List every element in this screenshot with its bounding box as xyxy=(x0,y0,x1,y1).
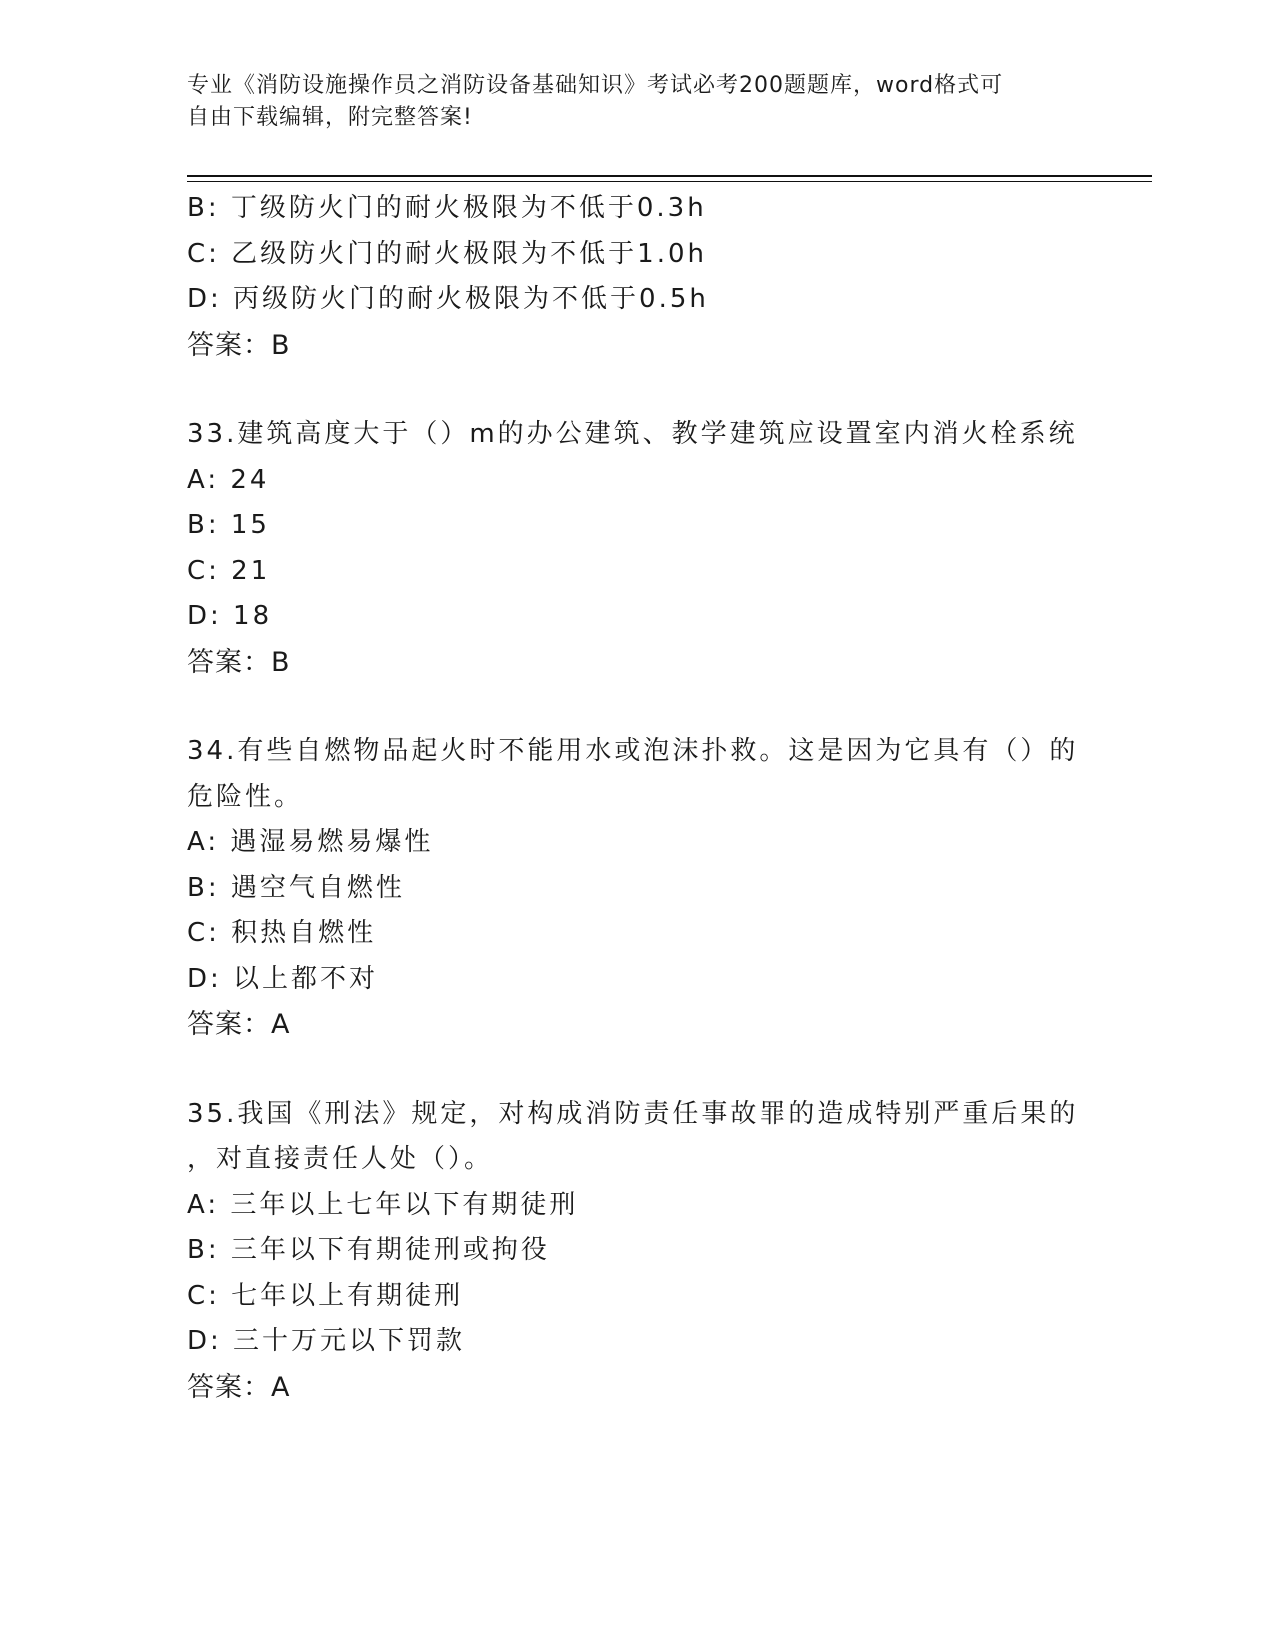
option-a: A: 三年以上七年以下有期徒刑 xyxy=(187,1189,579,1220)
question-text-line-2: 危险性。 xyxy=(187,781,304,812)
header-divider-thick xyxy=(187,175,1152,177)
spacer xyxy=(187,685,1087,729)
question-list xyxy=(187,186,1087,1410)
option-b: B: 遇空气自燃性 xyxy=(187,872,405,903)
option-a: A: 24 xyxy=(187,464,270,495)
question-text: 33.建筑高度大于（）m的办公建筑、教学建筑应设置室内消火栓系统 xyxy=(187,419,1078,449)
option-c: C: 积热自燃性 xyxy=(187,918,377,948)
question-32 xyxy=(187,186,1087,368)
question-text-line-2: ，对直接责任人处（）。 xyxy=(187,1144,494,1174)
option-d: D: 18 xyxy=(187,601,273,631)
option-b: B: 丁级防火门的耐火极限为不低于0.3h xyxy=(187,193,707,223)
option-c: C: 七年以上有期徒刑 xyxy=(187,1280,464,1311)
option-d: D: 以上都不对 xyxy=(187,963,379,994)
answer-label: 答案：A xyxy=(187,1371,291,1403)
question-text-line-1: 34.有些自燃物品起火时不能用水或泡沫扑救。这是因为它具有（）的 xyxy=(187,736,1079,766)
header-line-1: 专业《消防设施操作员之消防设备基础知识》考试必考200题题库，word格式可 xyxy=(187,73,1004,98)
question-34 xyxy=(187,729,1087,1048)
answer-label: 答案：B xyxy=(187,646,291,678)
option-d: D: 丙级防火门的耐火极限为不低于0.5h xyxy=(187,284,709,314)
option-c: C: 乙级防火门的耐火极限为不低于1.0h xyxy=(187,238,708,269)
spacer xyxy=(187,1048,1087,1092)
answer-label: 答案：B xyxy=(187,329,291,361)
option-c: C: 21 xyxy=(187,555,271,586)
option-d: D: 三十万元以下罚款 xyxy=(187,1326,466,1356)
spacer xyxy=(187,368,1087,412)
document-header xyxy=(187,70,1067,134)
option-b: B: 三年以下有期徒刑或拘役 xyxy=(187,1235,550,1265)
answer-label: 答案：A xyxy=(187,1009,291,1040)
header-divider-thin xyxy=(187,181,1152,182)
option-a: A: 遇湿易燃易爆性 xyxy=(187,827,434,857)
option-b: B: 15 xyxy=(187,510,270,540)
question-35 xyxy=(187,1092,1087,1411)
question-33 xyxy=(187,412,1087,685)
question-text-line-1: 35.我国《刑法》规定，对构成消防责任事故罪的造成特别严重后果的 xyxy=(187,1098,1079,1129)
header-line-2: 自由下载编辑，附完整答案! xyxy=(187,105,473,130)
